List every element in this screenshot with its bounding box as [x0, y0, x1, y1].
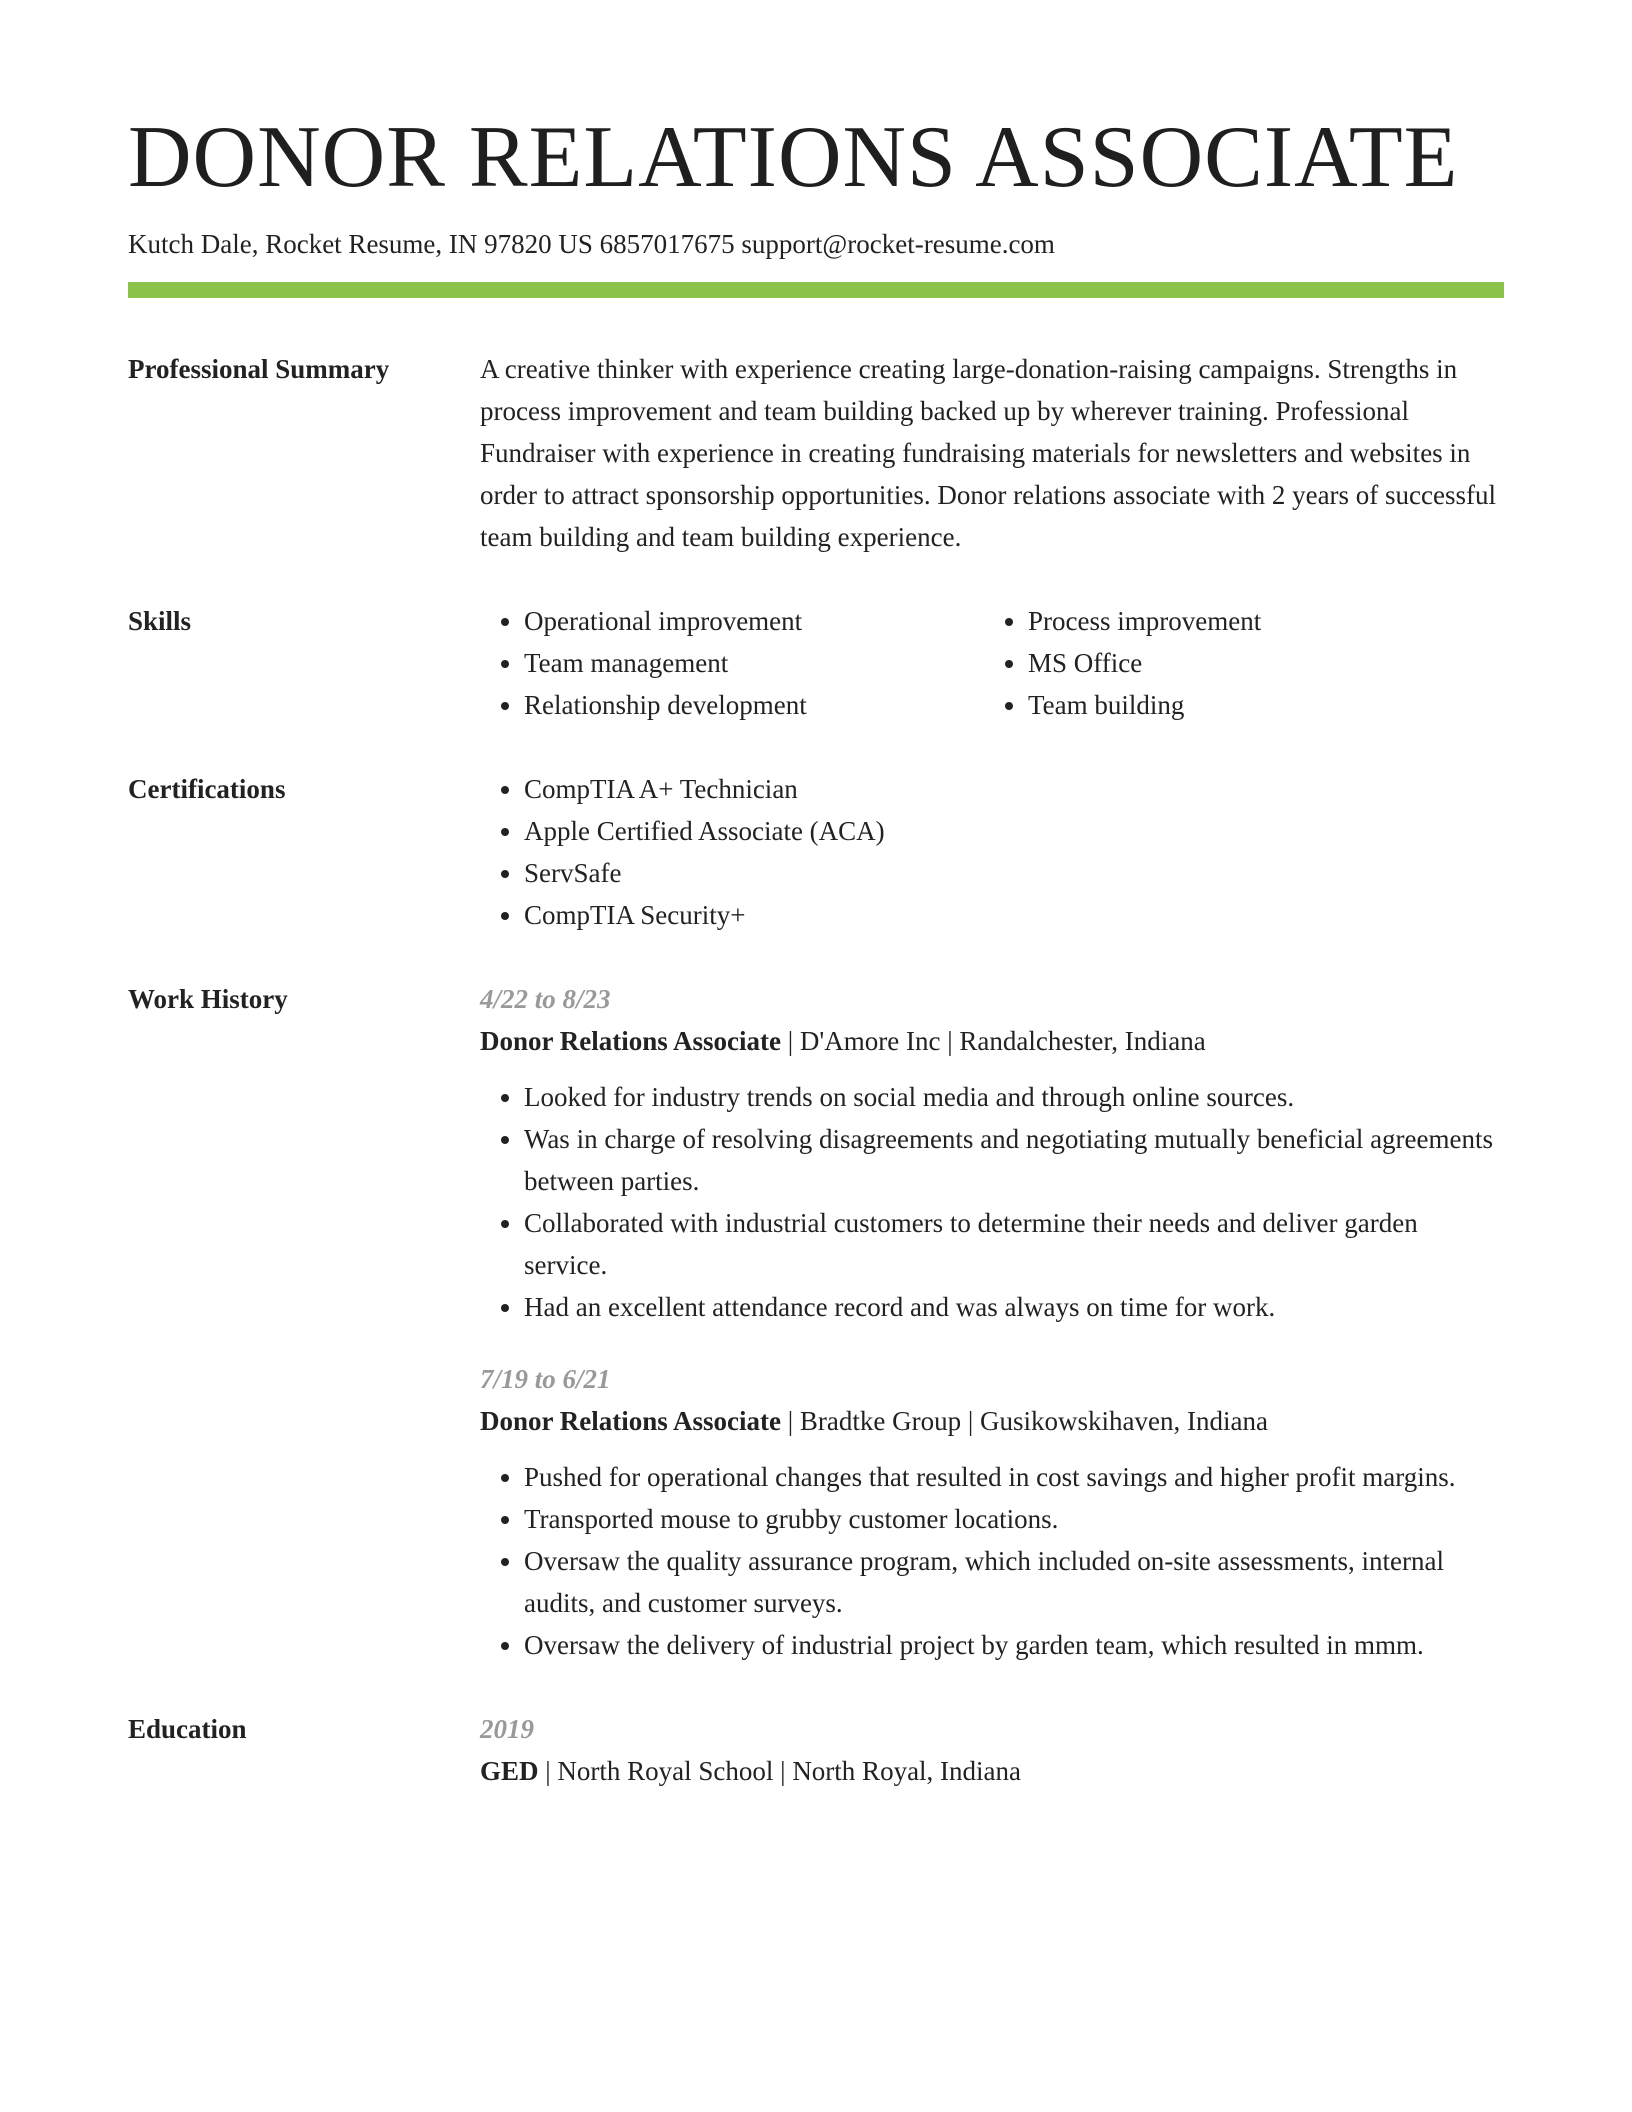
job-role-line — [480, 1400, 1504, 1442]
education-section — [128, 1708, 1504, 1792]
certifications-section — [128, 768, 1504, 936]
job-company-location: | Bradtke Group | Gusikowskihaven, Indiana — [781, 1405, 1268, 1436]
job-dates: 4/22 to 8/23 — [480, 983, 611, 1014]
job-company-location: | D'Amore Inc | Randalchester, Indiana — [781, 1025, 1206, 1056]
job-title: Donor Relations Associate — [480, 1405, 781, 1436]
skills-section — [128, 600, 1504, 726]
summary-text: A creative thinker with experience creating large-donation-raising campaigns. Strengths in process improvement and team building backed up by wherever training. Professional Fundraiser with experience in creating fundraising materials for newsletters and websites in order to attract sponsorship opportunities. Donor relations associate with 2 years of successful team building and team building experience. — [480, 353, 1497, 552]
contact-line: Kutch Dale, Rocket Resume, IN 97820 US 6857017675 support@rocket-resume.com — [128, 228, 1055, 259]
job-bullet: • Transported mouse to grubby customer locations. — [524, 1498, 1504, 1540]
education-school-location: | North Royal School | North Royal, Indiana — [538, 1755, 1022, 1786]
skill-item: • Operational improvement — [524, 600, 984, 642]
resume-title: DONOR RELATIONS ASSOCIATE — [128, 109, 1459, 206]
section-label-skills: Skills — [128, 605, 192, 636]
job-bullets — [480, 1456, 1504, 1666]
skill-item: • Process improvement — [1028, 600, 1528, 642]
job-entry — [480, 1358, 1504, 1666]
certifications-list — [480, 768, 1504, 936]
resume-page — [128, 110, 1504, 1792]
job-bullet: • Looked for industry trends on social media and through online sources. — [524, 1076, 1504, 1118]
skill-item: • Team management — [524, 642, 984, 684]
education-line — [480, 1750, 1504, 1792]
job-bullet: • Was in charge of resolving disagreements and negotiating mutually beneficial agreements between parties. — [524, 1118, 1504, 1202]
skill-item: • Team building — [1028, 684, 1528, 726]
summary-section — [128, 348, 1504, 558]
section-label-education: Education — [128, 1713, 247, 1744]
certification-item: • ServSafe — [524, 852, 1504, 894]
skills-list-right — [984, 600, 1528, 726]
certification-item: • Apple Certified Associate (ACA) — [524, 810, 1504, 852]
education-date: 2019 — [480, 1713, 534, 1744]
job-bullets — [480, 1076, 1504, 1328]
job-title: Donor Relations Associate — [480, 1025, 781, 1056]
skill-item: • Relationship development — [524, 684, 984, 726]
accent-divider — [128, 282, 1504, 298]
section-label-work-history: Work History — [128, 983, 288, 1014]
job-bullet: • Had an excellent attendance record and was always on time for work. — [524, 1286, 1504, 1328]
skills-list-left — [480, 600, 984, 726]
job-bullet: • Oversaw the delivery of industrial project by garden team, which resulted in mmm. — [524, 1624, 1504, 1666]
skill-item: • MS Office — [1028, 642, 1528, 684]
certification-item: • CompTIA Security+ — [524, 894, 1504, 936]
certification-item: • CompTIA A+ Technician — [524, 768, 1504, 810]
section-label-certifications: Certifications — [128, 773, 286, 804]
work-history-section — [128, 978, 1504, 1666]
job-dates: 7/19 to 6/21 — [480, 1363, 611, 1394]
job-role-line — [480, 1020, 1504, 1062]
job-bullet: • Collaborated with industrial customers to determine their needs and deliver garden service. — [524, 1202, 1504, 1286]
education-degree: GED — [480, 1755, 539, 1786]
section-label-summary: Professional Summary — [128, 353, 390, 384]
job-bullet: • Pushed for operational changes that resulted in cost savings and higher profit margins. — [524, 1456, 1504, 1498]
job-entry — [480, 978, 1504, 1328]
job-bullet: • Oversaw the quality assurance program, which included on-site assessments, internal audits, and customer surveys. — [524, 1540, 1504, 1624]
